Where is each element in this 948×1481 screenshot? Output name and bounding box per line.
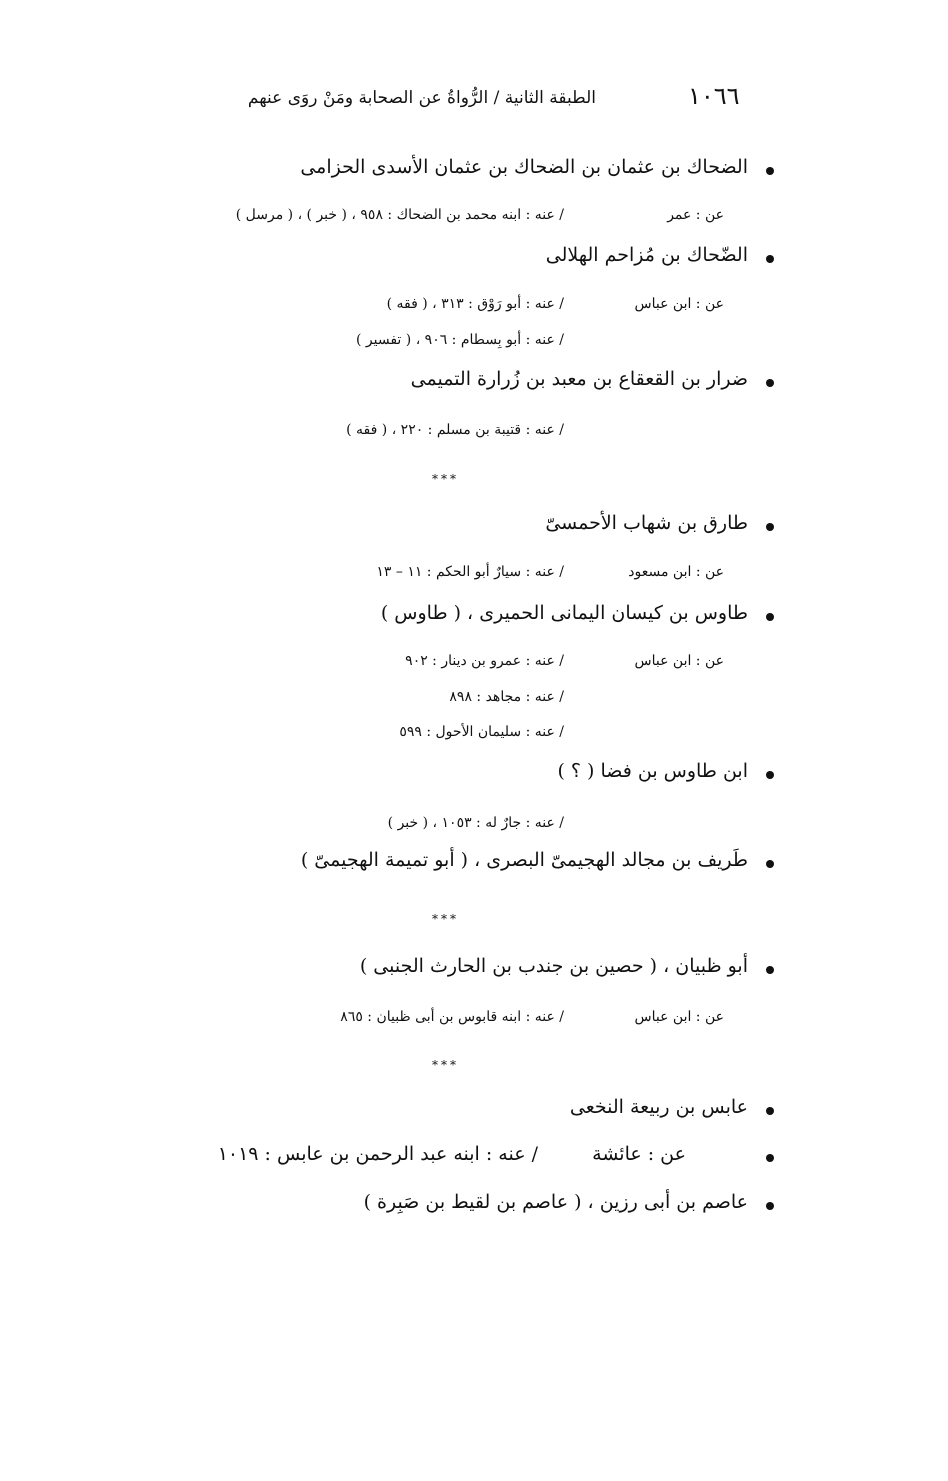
- section-separator: ***: [432, 472, 459, 486]
- bullet-icon: [766, 771, 774, 779]
- narrated-by: / عنه : عمرو بن دينار : ٩٠٢: [405, 653, 564, 669]
- narrates-from: عن : ابن عباس: [634, 653, 724, 669]
- narrates-from: عن : ابن عباس: [634, 1009, 724, 1025]
- narrator-name: ابن طاوس بن فضا ( ؟ ): [557, 760, 748, 782]
- running-title: الطبقة الثانية / الرُّواةُ عن الصحابة ومَنْ روَى عنهم: [247, 88, 596, 108]
- narrated-by: / عنه : جارٌ له : ١٠٥٣ ، ( خبر ): [387, 815, 564, 831]
- bullet-icon: [766, 1154, 774, 1162]
- narrates-from: عن : ابن مسعود: [628, 564, 724, 580]
- narrator-name: الضحاك بن عثمان بن الضحاك بن عثمان الأسدى الحزامى: [300, 156, 748, 178]
- bullet-icon: [766, 966, 774, 974]
- narrator-name: ضرار بن القعقاع بن معبد بن زُرارة التميمى: [410, 368, 748, 390]
- narrates-from: عن : عائشة: [592, 1143, 686, 1165]
- narrates-from: عن : عمر: [667, 207, 724, 223]
- narrator-name: طارق بن شهاب الأحمسىّ: [545, 512, 748, 534]
- narrated-by: / عنه : ابنه قابوس بن أبى ظبيان : ٨٦٥: [340, 1009, 564, 1025]
- narrated-by: / عنه : مجاهد : ٨٩٨: [449, 689, 564, 705]
- narrated-by: / عنه : ابنه محمد بن الضحاك : ٩٥٨ ، ( خبر ) ، ( مرسل ): [235, 207, 564, 223]
- narrates-from: عن : ابن عباس: [634, 296, 724, 312]
- bullet-icon: [766, 167, 774, 175]
- bullet-icon: [766, 379, 774, 387]
- narrator-name: الضّحاك بن مُزاحم الهلالى: [545, 244, 748, 266]
- bullet-icon: [766, 1202, 774, 1210]
- narrator-name: طاوس بن كيسان اليمانى الحميرى ، ( طاوس ): [380, 602, 748, 624]
- narrated-by: / عنه : سليمان الأحول : ٥٩٩: [399, 724, 564, 740]
- bullet-icon: [766, 255, 774, 263]
- bullet-icon: [766, 860, 774, 868]
- narrated-by: / عنه : أبو بِسطام : ٩٠٦ ، ( تفسير ): [356, 332, 564, 348]
- narrator-name: أبو ظبيان ، ( حصين بن جندب بن الحارث الجنبى ): [359, 955, 748, 977]
- narrator-name: طَريف بن مجالد الهجيمىّ البصرى ، ( أبو تميمة الهجيمىّ ): [300, 849, 748, 871]
- bullet-icon: [766, 523, 774, 531]
- narrated-by: / عنه : أبو رَوْق : ٣١٣ ، ( فقه ): [386, 296, 564, 312]
- section-separator: ***: [432, 1058, 459, 1072]
- section-separator: ***: [432, 912, 459, 926]
- narrated-by: / عنه : سيارٌ أبو الحكم : ١١ – ١٣: [376, 564, 564, 580]
- narrated-by: / عنه : قتيبة بن مسلم : ٢٢٠ ، ( فقه ): [346, 422, 564, 438]
- narrator-name: عابس بن ربيعة النخعى: [569, 1096, 748, 1118]
- bullet-icon: [766, 613, 774, 621]
- narrator-name: عاصم بن أبى رزين ، ( عاصم بن لقيط بن صَبِرة ): [363, 1191, 748, 1213]
- narrated-by: / عنه : ابنه عبد الرحمن بن عابس : ١٠١٩: [217, 1143, 538, 1165]
- bullet-icon: [766, 1107, 774, 1115]
- page-number: ١٠٦٦: [688, 82, 740, 110]
